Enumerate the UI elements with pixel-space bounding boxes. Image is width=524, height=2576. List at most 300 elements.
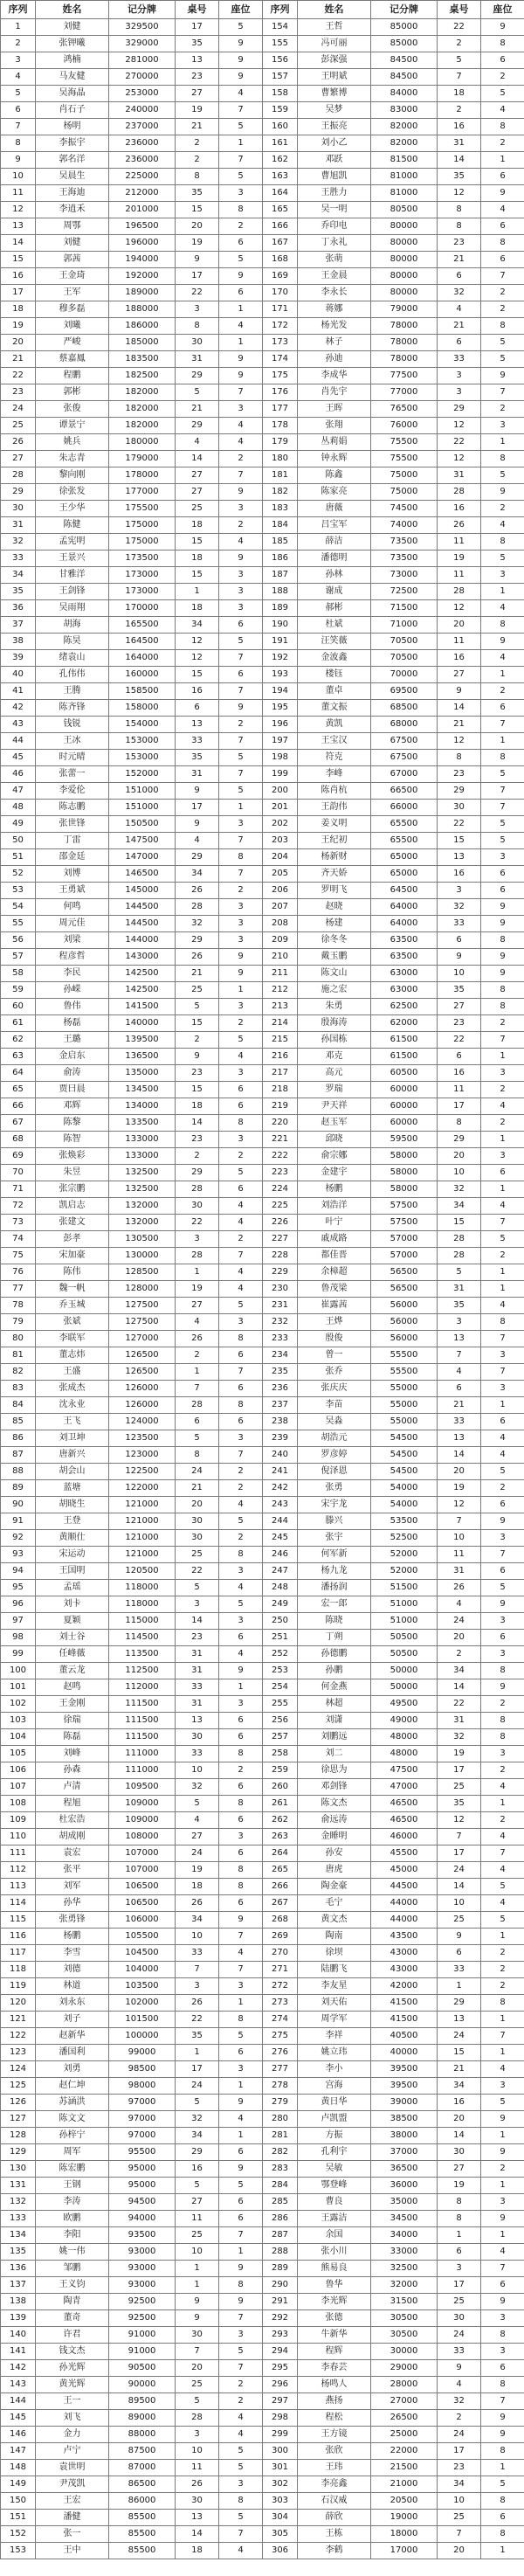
cell-table-no: 22 bbox=[438, 1032, 481, 1049]
cell-rank: 60 bbox=[1, 999, 36, 1015]
table-row bbox=[1, 235, 263, 252]
cell-seat: 8 bbox=[481, 750, 524, 766]
cell-rank: 245 bbox=[263, 1530, 298, 1547]
cell-chips: 56500 bbox=[371, 1264, 438, 1281]
cell-seat: 3 bbox=[219, 1314, 263, 1331]
table-row bbox=[1, 1447, 263, 1464]
cell-rank: 80 bbox=[1, 1331, 36, 1347]
cell-seat: 1 bbox=[481, 1264, 524, 1281]
cell-rank: 163 bbox=[263, 169, 298, 185]
cell-seat: 9 bbox=[219, 949, 263, 966]
cell-seat: 3 bbox=[481, 1746, 524, 1762]
table-row bbox=[263, 384, 524, 401]
table-row bbox=[263, 202, 524, 218]
cell-rank: 299 bbox=[263, 2427, 298, 2443]
cell-seat: 7 bbox=[481, 800, 524, 816]
cell-seat: 9 bbox=[481, 484, 524, 501]
cell-chips: 41500 bbox=[371, 1995, 438, 2012]
table-row bbox=[263, 2526, 524, 2543]
cell-table-no: 30 bbox=[176, 2327, 219, 2344]
cell-chips: 121000 bbox=[109, 1497, 176, 1513]
cell-table-no: 21 bbox=[176, 119, 219, 135]
cell-name: 王剑锋 bbox=[36, 584, 109, 600]
cell-rank: 287 bbox=[263, 2227, 298, 2244]
cell-table-no: 3 bbox=[176, 1231, 219, 1248]
table-row bbox=[1, 501, 263, 517]
table-row bbox=[263, 1165, 524, 1181]
cell-rank: 172 bbox=[263, 318, 298, 335]
cell-rank: 152 bbox=[1, 2526, 36, 2543]
cell-chips: 196000 bbox=[109, 235, 176, 252]
cell-seat: 1 bbox=[219, 2244, 263, 2261]
table-row bbox=[263, 1414, 524, 1430]
cell-name: 符克 bbox=[298, 750, 371, 766]
cell-chips: 133500 bbox=[109, 1115, 176, 1132]
cell-rank: 215 bbox=[263, 1032, 298, 1049]
table-row bbox=[263, 1181, 524, 1198]
table-row bbox=[263, 1464, 524, 1480]
cell-seat: 5 bbox=[481, 467, 524, 484]
cell-table-no: 17 bbox=[176, 19, 219, 36]
cell-seat: 3 bbox=[219, 567, 263, 584]
cell-chips: 175000 bbox=[109, 534, 176, 551]
cell-chips: 98500 bbox=[109, 2061, 176, 2078]
cell-table-no: 25 bbox=[438, 1779, 481, 1796]
cell-seat: 9 bbox=[219, 52, 263, 69]
table-row bbox=[1, 1098, 263, 1115]
table-row bbox=[263, 1796, 524, 1812]
table-row bbox=[1, 434, 263, 451]
cell-rank: 139 bbox=[1, 2310, 36, 2327]
cell-seat: 4 bbox=[219, 1646, 263, 1663]
cell-name: 李涛 bbox=[36, 2194, 109, 2211]
cell-table-no: 35 bbox=[176, 2028, 219, 2045]
cell-chips: 93000 bbox=[109, 2244, 176, 2261]
cell-rank: 238 bbox=[263, 1414, 298, 1430]
cell-rank: 145 bbox=[1, 2410, 36, 2427]
cell-rank: 157 bbox=[263, 69, 298, 86]
cell-seat: 6 bbox=[219, 235, 263, 252]
cell-rank: 66 bbox=[1, 1098, 36, 1115]
cell-rank: 237 bbox=[263, 1397, 298, 1414]
cell-name: 彭深强 bbox=[298, 52, 371, 69]
cell-seat: 3 bbox=[481, 1381, 524, 1397]
table-row bbox=[263, 1945, 524, 1962]
cell-seat: 5 bbox=[481, 1464, 524, 1480]
cell-rank: 82 bbox=[1, 1364, 36, 1381]
cell-table-no: 23 bbox=[438, 766, 481, 783]
cell-table-no: 21 bbox=[438, 252, 481, 268]
cell-name: 姜义明 bbox=[298, 816, 371, 833]
table-row bbox=[263, 849, 524, 866]
cell-chips: 85500 bbox=[109, 2526, 176, 2543]
cell-chips: 36000 bbox=[371, 2178, 438, 2194]
cell-rank: 270 bbox=[263, 1945, 298, 1962]
cell-table-no: 19 bbox=[438, 1746, 481, 1762]
cell-rank: 21 bbox=[1, 351, 36, 368]
cell-rank: 49 bbox=[1, 816, 36, 833]
cell-chips: 81000 bbox=[371, 185, 438, 202]
cell-chips: 57000 bbox=[371, 1248, 438, 1264]
table-row bbox=[263, 2410, 524, 2427]
cell-chips: 64500 bbox=[371, 883, 438, 899]
cell-rank: 151 bbox=[1, 2510, 36, 2526]
cell-chips: 88000 bbox=[109, 2427, 176, 2443]
cell-seat: 2 bbox=[481, 501, 524, 517]
table-row bbox=[1, 185, 263, 202]
cell-chips: 147500 bbox=[109, 833, 176, 849]
cell-table-no: 24 bbox=[176, 1464, 219, 1480]
cell-name: 孙光辉 bbox=[36, 2360, 109, 2377]
cell-seat: 3 bbox=[219, 816, 263, 833]
cell-chips: 183500 bbox=[109, 351, 176, 368]
table-row bbox=[1, 2128, 263, 2144]
cell-table-no: 17 bbox=[438, 1098, 481, 1115]
cell-name: 高元 bbox=[298, 1065, 371, 1082]
cell-seat: 3 bbox=[219, 2061, 263, 2078]
cell-seat: 4 bbox=[219, 2111, 263, 2128]
cell-chips: 80000 bbox=[371, 252, 438, 268]
cell-chips: 21000 bbox=[371, 2476, 438, 2493]
cell-name: 王哲 bbox=[298, 19, 371, 36]
table-row bbox=[263, 1148, 524, 1165]
cell-table-no: 12 bbox=[438, 418, 481, 434]
cell-name: 王景兴 bbox=[36, 551, 109, 567]
cell-table-no: 8 bbox=[438, 218, 481, 235]
cell-table-no: 13 bbox=[176, 52, 219, 69]
cell-rank: 230 bbox=[263, 1281, 298, 1298]
cell-name: 孙嵘 bbox=[36, 982, 109, 999]
cell-rank: 187 bbox=[263, 567, 298, 584]
cell-rank: 203 bbox=[263, 833, 298, 849]
cell-table-no: 7 bbox=[176, 1381, 219, 1397]
cell-name: 杨鸣人 bbox=[298, 2377, 371, 2393]
cell-name: 姚兵 bbox=[36, 434, 109, 451]
cell-name: 何鸣 bbox=[36, 899, 109, 916]
cell-seat: 7 bbox=[481, 1364, 524, 1381]
cell-name: 张庆庆 bbox=[298, 1381, 371, 1397]
table-row bbox=[263, 899, 524, 916]
cell-seat: 7 bbox=[481, 1547, 524, 1563]
cell-name: 林道 bbox=[36, 1978, 109, 1995]
table-row bbox=[1, 1181, 263, 1198]
table-row bbox=[263, 1663, 524, 1679]
cell-chips: 186000 bbox=[109, 318, 176, 335]
cell-chips: 100000 bbox=[109, 2028, 176, 2045]
cell-name: 徐坝 bbox=[298, 1945, 371, 1962]
cell-seat: 9 bbox=[219, 351, 263, 368]
cell-table-no: 35 bbox=[176, 36, 219, 52]
table-row bbox=[1, 1596, 263, 1613]
cell-name: 周学军 bbox=[298, 2012, 371, 2028]
cell-chips: 128000 bbox=[109, 1281, 176, 1298]
cell-rank: 303 bbox=[263, 2493, 298, 2510]
cell-seat: 1 bbox=[481, 2178, 524, 2194]
cell-chips: 95000 bbox=[109, 2178, 176, 2194]
cell-name: 唐新兴 bbox=[36, 1447, 109, 1464]
cell-table-no: 30 bbox=[176, 1530, 219, 1547]
table-row bbox=[263, 634, 524, 650]
cell-chips: 134000 bbox=[109, 1098, 176, 1115]
cell-seat: 8 bbox=[219, 2277, 263, 2294]
cell-name: 张建文 bbox=[36, 1215, 109, 1231]
cell-table-no: 30 bbox=[438, 2144, 481, 2161]
table-row bbox=[1, 1995, 263, 2012]
cell-name: 郭名洋 bbox=[36, 152, 109, 169]
table-row bbox=[263, 1929, 524, 1945]
cell-seat: 8 bbox=[481, 318, 524, 335]
cell-table-no: 28 bbox=[438, 584, 481, 600]
cell-table-no: 11 bbox=[438, 1082, 481, 1098]
cell-seat: 1 bbox=[481, 1132, 524, 1148]
table-row bbox=[1, 551, 263, 567]
cell-name: 徐瑞 bbox=[36, 1713, 109, 1729]
cell-table-no: 20 bbox=[438, 2111, 481, 2128]
table-row bbox=[263, 883, 524, 899]
cell-rank: 194 bbox=[263, 683, 298, 700]
cell-rank: 248 bbox=[263, 1580, 298, 1596]
table-row bbox=[263, 102, 524, 119]
cell-rank: 264 bbox=[263, 1845, 298, 1862]
cell-name: 黄凯 bbox=[298, 717, 371, 733]
cell-rank: 134 bbox=[1, 2227, 36, 2244]
cell-chips: 112500 bbox=[109, 1663, 176, 1679]
cell-table-no: 34 bbox=[176, 1912, 219, 1929]
cell-rank: 158 bbox=[263, 86, 298, 102]
cell-chips: 57500 bbox=[371, 1198, 438, 1215]
cell-chips: 182500 bbox=[109, 368, 176, 384]
cell-seat: 1 bbox=[219, 335, 263, 351]
cell-table-no: 12 bbox=[176, 634, 219, 650]
cell-table-no: 10 bbox=[438, 1530, 481, 1547]
cell-name: 郝彬 bbox=[298, 600, 371, 617]
cell-chips: 118000 bbox=[109, 1580, 176, 1596]
table-row bbox=[1, 451, 263, 467]
cell-table-no: 35 bbox=[438, 1298, 481, 1314]
cell-name: 赵玉军 bbox=[298, 1115, 371, 1132]
cell-seat: 9 bbox=[481, 1513, 524, 1530]
cell-seat: 6 bbox=[219, 667, 263, 683]
cell-table-no: 32 bbox=[438, 285, 481, 301]
cell-seat: 2 bbox=[481, 1978, 524, 1995]
table-row bbox=[263, 1713, 524, 1729]
cell-rank: 154 bbox=[263, 19, 298, 36]
cell-rank: 269 bbox=[263, 1929, 298, 1945]
cell-rank: 136 bbox=[1, 2261, 36, 2277]
cell-rank: 135 bbox=[1, 2244, 36, 2261]
cell-seat: 3 bbox=[481, 1347, 524, 1364]
cell-name: 苏涵洪 bbox=[36, 2095, 109, 2111]
cell-table-no: 20 bbox=[438, 1630, 481, 1646]
cell-name: 魏一帆 bbox=[36, 1281, 109, 1298]
cell-rank: 253 bbox=[263, 1663, 298, 1679]
cell-rank: 144 bbox=[1, 2393, 36, 2410]
table-row bbox=[263, 2277, 524, 2294]
cell-chips: 34500 bbox=[371, 2211, 438, 2227]
cell-chips: 90000 bbox=[109, 2377, 176, 2393]
cell-seat: 6 bbox=[481, 2277, 524, 2294]
table-row bbox=[263, 268, 524, 285]
header-table-no: 桌号 bbox=[438, 1, 481, 19]
cell-name: 李亮鑫 bbox=[298, 2476, 371, 2493]
cell-table-no: 12 bbox=[438, 1812, 481, 1829]
cell-table-no: 29 bbox=[176, 418, 219, 434]
table-row bbox=[1, 1231, 263, 1248]
cell-chips: 85500 bbox=[109, 2510, 176, 2526]
cell-name: 宋宇龙 bbox=[298, 1497, 371, 1513]
table-row bbox=[1, 833, 263, 849]
cell-seat: 5 bbox=[219, 1513, 263, 1530]
table-row bbox=[1, 766, 263, 783]
cell-rank: 179 bbox=[263, 434, 298, 451]
table-row bbox=[1, 86, 263, 102]
cell-seat: 1 bbox=[481, 2227, 524, 2244]
cell-rank: 100 bbox=[1, 1663, 36, 1679]
cell-seat: 3 bbox=[219, 1613, 263, 1630]
cell-seat: 2 bbox=[481, 1480, 524, 1497]
cell-name: 张勇 bbox=[298, 1480, 371, 1497]
cell-chips: 58000 bbox=[371, 1148, 438, 1165]
cell-chips: 56000 bbox=[371, 1331, 438, 1347]
cell-seat: 2 bbox=[481, 2161, 524, 2178]
cell-table-no: 5 bbox=[176, 2178, 219, 2194]
cell-rank: 140 bbox=[1, 2327, 36, 2344]
cell-rank: 26 bbox=[1, 434, 36, 451]
cell-rank: 9 bbox=[1, 152, 36, 169]
cell-table-no: 32 bbox=[438, 1729, 481, 1746]
cell-chips: 48000 bbox=[371, 1746, 438, 1762]
cell-name: 王韵伟 bbox=[298, 800, 371, 816]
cell-rank: 59 bbox=[1, 982, 36, 999]
table-row bbox=[1, 19, 263, 36]
cell-rank: 78 bbox=[1, 1298, 36, 1314]
cell-seat: 4 bbox=[481, 2244, 524, 2261]
cell-rank: 61 bbox=[1, 1015, 36, 1032]
cell-rank: 249 bbox=[263, 1596, 298, 1613]
cell-chips: 188000 bbox=[109, 301, 176, 318]
table-row bbox=[263, 351, 524, 368]
table-row bbox=[1, 119, 263, 135]
cell-chips: 94000 bbox=[109, 2211, 176, 2227]
cell-chips: 75500 bbox=[371, 451, 438, 467]
cell-name: 石汉威 bbox=[298, 2493, 371, 2510]
cell-name: 夏颖 bbox=[36, 1613, 109, 1630]
cell-name: 俞宗娜 bbox=[298, 1148, 371, 1165]
cell-table-no: 14 bbox=[438, 1447, 481, 1464]
cell-seat: 9 bbox=[219, 1663, 263, 1679]
cell-rank: 48 bbox=[1, 800, 36, 816]
cell-table-no: 21 bbox=[176, 1480, 219, 1497]
cell-rank: 106 bbox=[1, 1762, 36, 1779]
cell-seat: 6 bbox=[219, 1082, 263, 1098]
cell-seat: 8 bbox=[219, 1862, 263, 1879]
cell-table-no: 20 bbox=[176, 218, 219, 235]
cell-chips: 70500 bbox=[371, 650, 438, 667]
cell-chips: 164500 bbox=[109, 634, 176, 650]
cell-table-no: 12 bbox=[438, 185, 481, 202]
cell-name: 刘小乙 bbox=[298, 135, 371, 152]
cell-seat: 2 bbox=[481, 1945, 524, 1962]
cell-seat: 5 bbox=[481, 816, 524, 833]
cell-name: 张翔 bbox=[298, 418, 371, 434]
cell-table-no: 6 bbox=[438, 2244, 481, 2261]
cell-table-no: 32 bbox=[176, 2111, 219, 2128]
cell-table-no: 19 bbox=[176, 102, 219, 119]
cell-name: 鸿楠 bbox=[36, 52, 109, 69]
cell-rank: 167 bbox=[263, 235, 298, 252]
cell-rank: 55 bbox=[1, 916, 36, 932]
cell-seat: 2 bbox=[219, 717, 263, 733]
cell-seat: 6 bbox=[481, 252, 524, 268]
cell-seat: 2 bbox=[481, 1248, 524, 1264]
cell-rank: 85 bbox=[1, 1414, 36, 1430]
cell-seat: 5 bbox=[481, 86, 524, 102]
table-row bbox=[263, 1563, 524, 1580]
cell-name: 钟永辉 bbox=[298, 451, 371, 467]
cell-rank: 18 bbox=[1, 301, 36, 318]
cell-seat: 8 bbox=[219, 849, 263, 866]
cell-rank: 84 bbox=[1, 1397, 36, 1414]
cell-seat: 6 bbox=[219, 285, 263, 301]
cell-table-no: 15 bbox=[176, 202, 219, 218]
cell-seat: 3 bbox=[219, 999, 263, 1015]
table-row bbox=[1, 816, 263, 833]
cell-chips: 81000 bbox=[371, 169, 438, 185]
cell-rank: 46 bbox=[1, 766, 36, 783]
cell-seat: 6 bbox=[481, 169, 524, 185]
cell-rank: 112 bbox=[1, 1862, 36, 1879]
cell-rank: 304 bbox=[263, 2510, 298, 2526]
cell-seat: 7 bbox=[219, 102, 263, 119]
cell-seat: 2 bbox=[481, 1115, 524, 1132]
cell-table-no: 10 bbox=[438, 1895, 481, 1912]
cell-seat: 9 bbox=[481, 949, 524, 966]
cell-rank: 117 bbox=[1, 1945, 36, 1962]
cell-chips: 19000 bbox=[371, 2510, 438, 2526]
cell-chips: 107000 bbox=[109, 1845, 176, 1862]
cell-chips: 65000 bbox=[371, 866, 438, 883]
cell-name: 张乔 bbox=[298, 1364, 371, 1381]
cell-name: 董奇 bbox=[36, 2310, 109, 2327]
cell-seat: 3 bbox=[481, 418, 524, 434]
cell-chips: 126000 bbox=[109, 1381, 176, 1397]
table-row bbox=[263, 2294, 524, 2310]
cell-seat: 2 bbox=[219, 1762, 263, 1779]
cell-chips: 49000 bbox=[371, 1713, 438, 1729]
cell-name: 陶南 bbox=[298, 1929, 371, 1945]
cell-seat: 6 bbox=[219, 1729, 263, 1746]
table-row bbox=[1, 169, 263, 185]
table-row bbox=[1, 916, 263, 932]
cell-table-no: 32 bbox=[438, 899, 481, 916]
cell-rank: 293 bbox=[263, 2327, 298, 2344]
cell-chips: 52500 bbox=[371, 1530, 438, 1547]
cell-rank: 91 bbox=[1, 1513, 36, 1530]
cell-seat: 9 bbox=[219, 2161, 263, 2178]
cell-rank: 181 bbox=[263, 467, 298, 484]
table-row bbox=[263, 2460, 524, 2476]
cell-seat: 7 bbox=[481, 268, 524, 285]
cell-rank: 247 bbox=[263, 1563, 298, 1580]
cell-rank: 12 bbox=[1, 202, 36, 218]
cell-seat: 1 bbox=[219, 2078, 263, 2095]
cell-name: 宋运动 bbox=[36, 1547, 109, 1563]
table-row bbox=[263, 2144, 524, 2161]
cell-chips: 85000 bbox=[371, 19, 438, 36]
cell-rank: 15 bbox=[1, 252, 36, 268]
cell-table-no: 10 bbox=[438, 2493, 481, 2510]
table-row bbox=[263, 1314, 524, 1331]
